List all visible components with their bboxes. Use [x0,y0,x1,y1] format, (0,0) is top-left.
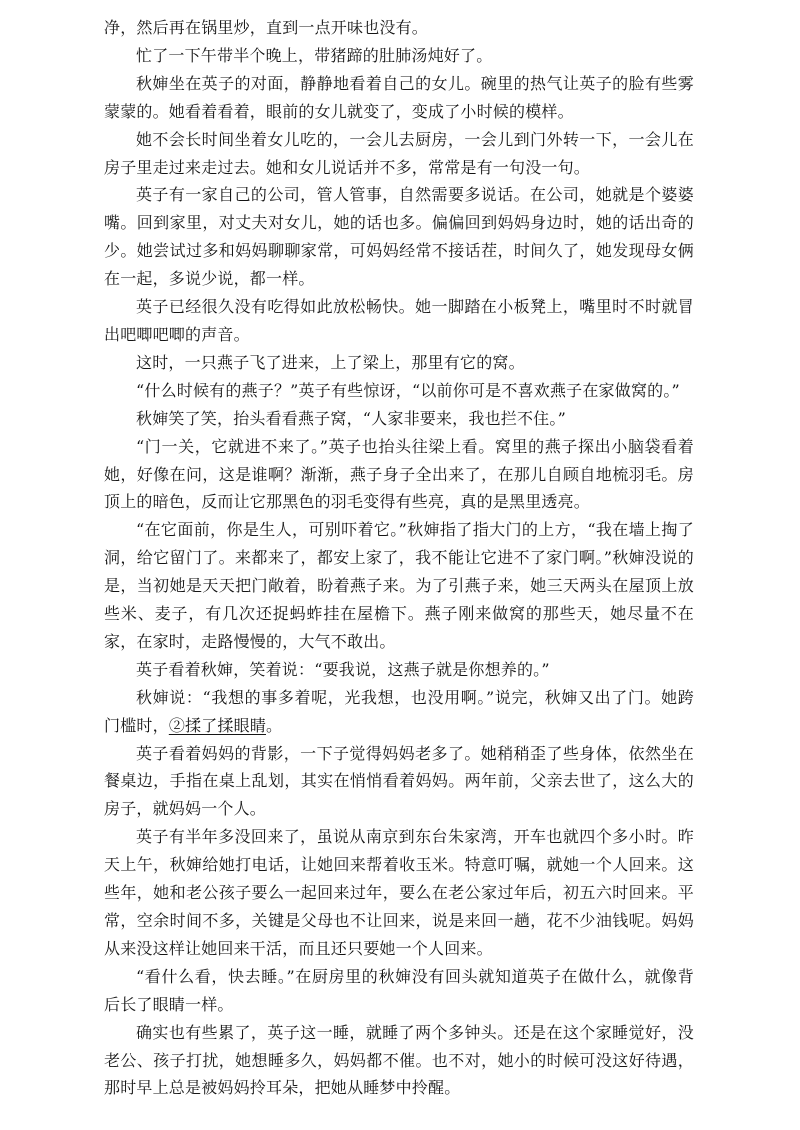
paragraph-2: 忙了一下午带半个晚上，带猪蹄的肚肺汤炖好了。 [136,45,493,65]
paragraph-7: 这时，一只燕子飞了进来，上了梁上，那里有它的窝。 [136,352,525,372]
paragraph-1: 净，然后再在锅里炒，直到一点开味也没有。 [104,18,429,37]
paragraph-9: 秋婶笑了笑，抬头看看燕子窝，“人家非要来，我也拦不住。” [136,408,566,428]
paragraph-13-end: 。 [266,715,283,735]
paragraph-4: 她不会长时间坐着女儿吃的，一会儿去厨房，一会儿到门外转一下，一会儿在房子里走过来走过去。她和女儿说话并不多，常常是有一句没一句。 [104,129,694,177]
paragraph-14: 英子看着妈妈的背影，一下子觉得妈妈老多了。她稍稍歪了些身体，依然坐在餐桌边，手指在桌上乱划，其实在悄悄看着妈妈。两年前，父亲去世了，这么大的房子，就妈妈一个人。 [104,743,694,819]
paragraph-11: “在它面前，你是生人，可别吓着它。”秋婶指了指大门的上方，“我在墙上掏了洞，给它留门了。来都来了，都安上家了，我不能让它进不了家门啊。”秋婶没说的是，当初她是天天把门敞着，盼着燕子来。为了引燕子来，她三天两头在屋顶上放些米、麦子，有几次还捉蚂蚱挂在屋檐下。燕子刚来做窝的那些天，她尽量不在家，在家时，走路慢慢的，大气不敢出。 [104,520,694,651]
paragraph-3: 秋婶坐在英子的对面，静静地看着自己的女儿。碗里的热气让英子的脸有些雾蒙蒙的。她看着看着，眼前的女儿就变了，变成了小时候的模样。 [104,73,694,121]
paragraph-13-text: 秋婶说：“我想的事多着呢，光我想，也没用啊。”说完，秋婶又出了门。她跨门槛时， [104,687,694,735]
paragraph-6: 英子已经很久没有吃得如此放松畅快。她一脚踏在小板凳上，嘴里时不时就冒出吧唧吧唧的声音。 [104,297,694,344]
paragraph-12: 英子看着秋婶，笑着说：“要我说，这燕子就是你想养的。” [136,659,550,679]
paragraph-15: 英子有半年多没回来了，虽说从南京到东台朱家湾，开车也就四个多小时。昨天上午，秋婶给她打电话，让她回来帮着收玉米。特意叮嘱，就她一个人回来。这些年，她和老公孩子要么一起回来过年，要么在老公家过年后，初五六时回来。平常，空余时间不多，关键是父母也不让回来，说是来回一趟，花不少油钱呢。妈妈从来没这样让她回来干活，而且还只要她一个人回来。 [104,827,694,958]
paragraph-13 [104,684,694,740]
paragraph-10: “门一关，它就进不来了。”英子也抬头往梁上看。窝里的燕子探出小脑袋看着她，好像在问，这是谁啊？渐渐，燕子身子全出来了，在那儿自顾自地梳羽毛。房顶上的暗色，反而让它那黑色的羽毛变得有些亮，真的是黑里透亮。 [104,436,694,512]
paragraph-17: 确实也有些累了，英子这一睡，就睡了两个多钟头。还是在这个家睡觉好，没老公、孩子打扰，她想睡多久，妈妈都不催。也不对，她小的时候可没这好待遇，那时早上总是被妈妈拎耳朵，把她从睡梦中拎醒。 [104,1022,694,1098]
document-body [104,14,694,1102]
paragraph-5: 英子有一家自己的公司，管人管事，自然需要多说话。在公司，她就是个婆婆嘴。回到家里，对丈夫对女儿，她的话也多。偏偏回到妈妈身边时，她的话出奇的少。她尝试过多和妈妈聊聊家常，可妈妈经常不接话茬，时间久了，她发现母女俩在一起，多说少说，都一样。 [104,185,694,289]
underlined-phrase: ②揉了揉眼睛 [168,715,267,735]
paragraph-8: “什么时候有的燕子？”英子有些惊讶，“以前你可是不喜欢燕子在家做窝的。” [136,380,680,400]
paragraph-16: “看什么看，快去睡。”在厨房里的秋婶没有回头就知道英子在做什么，就像背后长了眼睛一样。 [104,966,694,1014]
